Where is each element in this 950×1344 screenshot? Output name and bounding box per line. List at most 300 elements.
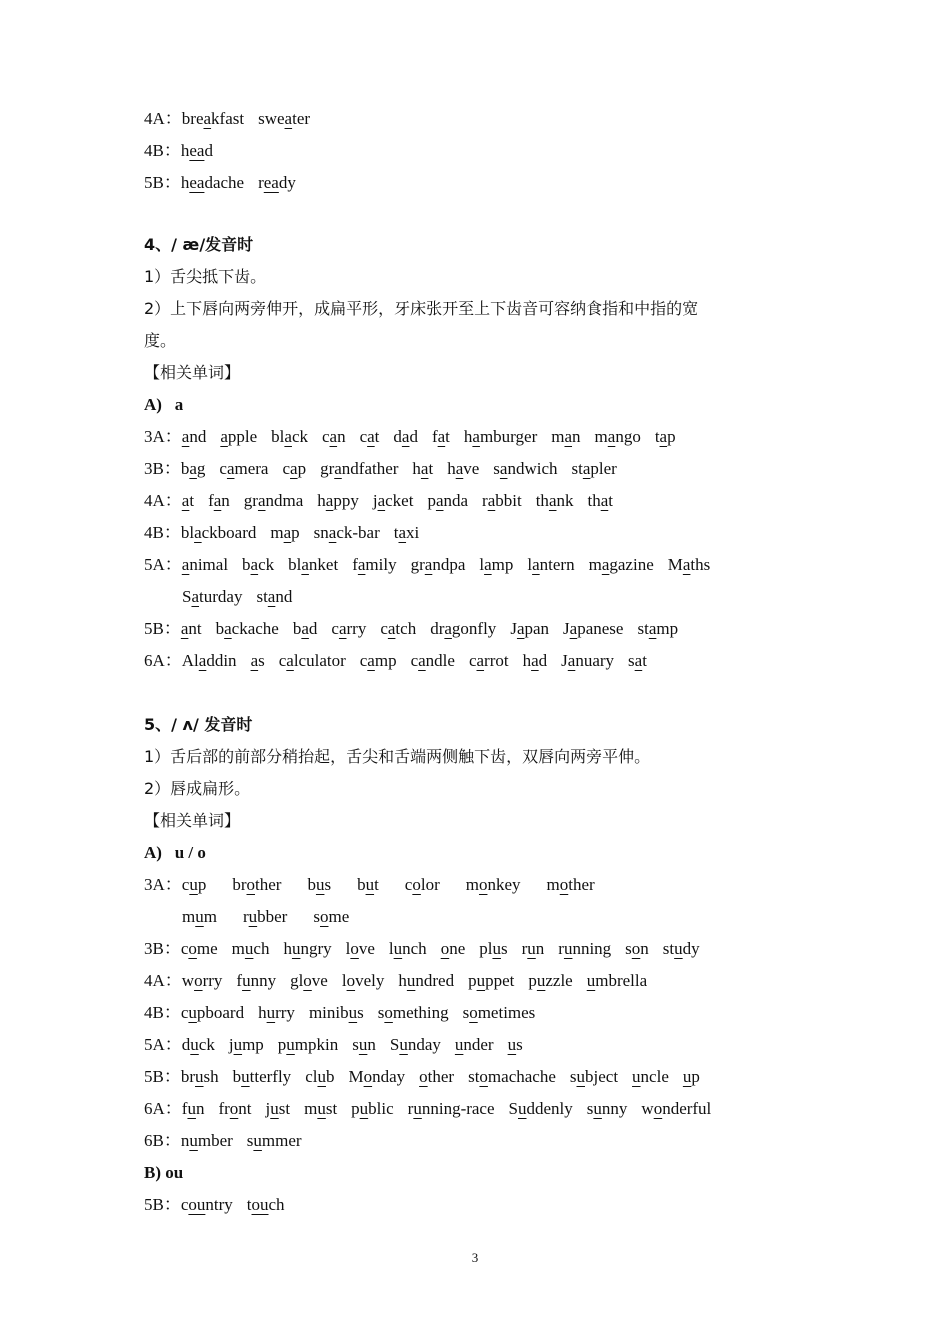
example-word: Japan [510, 619, 550, 638]
highlighted-letter: ou [188, 1195, 206, 1214]
example-word: club [305, 1067, 335, 1086]
example-word: apple [220, 427, 258, 446]
word-line [144, 1129, 302, 1153]
section-4-point-2-cont: 度。 [144, 331, 177, 350]
example-word: grandma [243, 491, 304, 510]
highlighted-letter: a [484, 555, 492, 574]
highlighted-letter: a [367, 427, 375, 446]
example-word: animal [181, 555, 229, 574]
word-line [144, 649, 647, 673]
highlighted-letter: a [424, 555, 433, 574]
grade-label: 5B： [144, 1195, 181, 1214]
highlighted-letter: a [338, 619, 347, 638]
example-word: breakfast [181, 109, 245, 128]
example-word: Japanese [563, 619, 624, 638]
example-word: cup [181, 875, 207, 894]
highlighted-letter: u [187, 1099, 196, 1118]
highlighted-letter: o [631, 939, 641, 958]
highlighted-letter: u [476, 971, 486, 990]
word-line [144, 489, 613, 513]
example-word: running [558, 939, 612, 958]
example-word: love [345, 939, 375, 958]
example-word: lamp [479, 555, 514, 574]
example-word: fan [208, 491, 230, 510]
highlighted-letter: ea [189, 141, 205, 160]
example-word: rabbit [482, 491, 522, 510]
example-word: some [313, 907, 350, 926]
highlighted-letter: u [586, 971, 596, 990]
section-4-point-2: 2）上下唇向两旁伸开，成扁平形，牙床张开至上下齿音可容纳食指和中指的宽 [144, 299, 699, 318]
example-word: ready [258, 173, 296, 192]
example-word: other [419, 1067, 455, 1086]
highlighted-letter: u [406, 971, 416, 990]
highlighted-letter: a [499, 459, 508, 478]
example-word: carry [331, 619, 367, 638]
highlighted-letter: u [507, 1035, 517, 1054]
example-word: Monday [348, 1067, 406, 1086]
word-line [144, 425, 676, 449]
example-word: black [271, 427, 308, 446]
highlighted-letter: u [233, 1035, 243, 1054]
highlighted-letter: u [248, 907, 258, 926]
example-word: panda [427, 491, 469, 510]
example-word: us [507, 1035, 523, 1054]
example-word: ant [180, 619, 202, 638]
highlighted-letter: a [226, 459, 235, 478]
example-word: jacket [372, 491, 414, 510]
highlighted-letter: a [250, 555, 259, 574]
example-word: blanket [288, 555, 339, 574]
highlighted-letter: a [648, 619, 657, 638]
highlighted-letter: o [479, 1067, 488, 1086]
example-word: grandfather [320, 459, 399, 478]
word-line [144, 1193, 285, 1217]
highlighted-letter: a [198, 651, 207, 670]
example-word: must [304, 1099, 338, 1118]
example-word: funny [236, 971, 277, 990]
highlighted-letter: a [203, 109, 212, 128]
example-word: head [180, 141, 213, 160]
example-word: stomachache [468, 1067, 556, 1086]
example-word: but [357, 875, 379, 894]
highlighted-letter: ea [263, 173, 279, 192]
highlighted-letter: a [284, 427, 292, 446]
highlighted-letter: u [315, 875, 325, 894]
highlighted-letter: o [384, 1003, 393, 1022]
highlighted-letter: u [536, 971, 546, 990]
example-word: sometimes [462, 1003, 536, 1022]
highlighted-letter: u [359, 1099, 369, 1118]
example-word: sun [352, 1035, 376, 1054]
highlighted-letter: o [478, 875, 488, 894]
example-word: Saturday [182, 587, 243, 606]
highlighted-letter: a [334, 459, 342, 478]
example-word: map [270, 523, 300, 542]
grade-label: 3A： [144, 875, 182, 894]
highlighted-letter: a [472, 427, 480, 446]
highlighted-letter: u [189, 1131, 198, 1150]
section-5-point-1: 1）舌后部的前部分稍抬起，舌尖和舌端两侧触下齿，双唇向两旁平伸。 [144, 747, 651, 766]
highlighted-letter: o [350, 939, 359, 958]
highlighted-letter: a [301, 619, 309, 638]
example-word: color [404, 875, 440, 894]
highlighted-letter: u [527, 939, 536, 958]
highlighted-letter: u [253, 1131, 262, 1150]
highlighted-letter: u [266, 1003, 276, 1022]
example-word: camera [219, 459, 269, 478]
highlighted-letter: o [559, 875, 569, 894]
highlighted-letter: o [194, 971, 203, 990]
word-line [144, 1033, 523, 1057]
example-word: taxi [393, 523, 420, 542]
grade-label: 5A： [144, 1035, 182, 1054]
example-word: minibus [308, 1003, 364, 1022]
highlighted-letter: a [267, 587, 276, 606]
highlighted-letter: a [564, 427, 573, 446]
example-word: bag [180, 459, 206, 478]
grade-label: 3B： [144, 459, 181, 478]
highlighted-letter: o [346, 971, 356, 990]
highlighted-letter: a [250, 651, 259, 670]
highlighted-letter: a [531, 651, 539, 670]
highlighted-letter: a [435, 491, 444, 510]
example-word: magazine [588, 555, 654, 574]
grade-label: 3A： [144, 427, 182, 446]
example-word: Sunday [389, 1035, 441, 1054]
example-word: one [440, 939, 466, 958]
highlighted-letter: a [283, 523, 292, 542]
example-word: subject [569, 1067, 619, 1086]
example-word: public [351, 1099, 394, 1118]
highlighted-letter: a [487, 491, 496, 510]
grade-label: 6A： [144, 1099, 182, 1118]
example-word: under [454, 1035, 494, 1054]
highlighted-letter: a [401, 427, 410, 446]
highlighted-letter: a [532, 555, 540, 574]
highlighted-letter: u [518, 1099, 527, 1118]
example-word: cupboard [180, 1003, 245, 1022]
example-word: lovely [341, 971, 385, 990]
example-word: carrot [468, 651, 509, 670]
highlighted-letter: u [317, 1067, 326, 1086]
example-word: tap [654, 427, 676, 446]
word-line [144, 107, 310, 131]
example-word: calculator [278, 651, 346, 670]
example-word: uncle [632, 1067, 669, 1086]
example-word: catch [380, 619, 417, 638]
highlighted-letter: o [419, 1067, 428, 1086]
example-word: cat [359, 427, 380, 446]
highlighted-letter: a [213, 491, 222, 510]
example-word: hat [412, 459, 434, 478]
highlighted-letter: u [241, 1067, 250, 1086]
example-word: January [561, 651, 615, 670]
highlighted-letter: a [567, 651, 576, 670]
highlighted-letter: a [659, 427, 668, 446]
page-number: 3 [471, 1250, 479, 1265]
highlighted-letter: a [600, 491, 609, 510]
word-line [144, 139, 213, 163]
example-word: much [231, 939, 270, 958]
highlighted-letter: u [242, 971, 251, 990]
highlighted-letter: u [286, 1035, 295, 1054]
example-word: Aladdin [181, 651, 237, 670]
highlighted-letter: a [516, 619, 525, 638]
example-word: stapler [571, 459, 617, 478]
grade-label: 5A： [144, 555, 182, 574]
highlighted-letter: u [317, 1099, 326, 1118]
example-word: mother [546, 875, 595, 894]
example-word: hurry [258, 1003, 295, 1022]
highlighted-letter: o [319, 907, 329, 926]
highlighted-letter: u [632, 1067, 641, 1086]
example-word: hamburger [463, 427, 538, 446]
highlighted-letter: a [548, 491, 557, 510]
highlighted-letter: a [191, 587, 200, 606]
highlighted-letter: a [418, 651, 426, 670]
grade-label: 4A： [144, 491, 182, 510]
grade-label: 4B： [144, 523, 181, 542]
highlighted-letter: a [290, 459, 298, 478]
example-word: wonderful [641, 1099, 712, 1118]
highlighted-letter: o [246, 875, 255, 894]
example-word: touch [246, 1195, 285, 1214]
example-word: at [181, 491, 195, 510]
example-word: plus [479, 939, 508, 958]
example-word: and [181, 427, 207, 446]
highlighted-letter: a [181, 491, 190, 510]
example-word: hundred [398, 971, 455, 990]
example-word: grandpa [410, 555, 466, 574]
example-word: up [682, 1067, 700, 1086]
highlighted-letter: u [348, 1003, 358, 1022]
example-word: monkey [465, 875, 521, 894]
highlighted-letter: a [357, 555, 366, 574]
word-line [144, 1001, 535, 1025]
highlighted-letter: a [180, 619, 189, 638]
example-word: fun [181, 1099, 205, 1118]
example-word: stand [256, 587, 293, 606]
grade-label: 5B： [144, 619, 181, 638]
word-line [144, 521, 419, 545]
highlighted-letter: a [286, 651, 294, 670]
section-4-sub-a: A) a [144, 395, 184, 414]
grade-label: 5B： [144, 1067, 181, 1086]
example-word: brush [180, 1067, 219, 1086]
example-word: fat [431, 427, 450, 446]
highlighted-letter: a [634, 651, 643, 670]
example-word: mango [594, 427, 641, 446]
highlighted-letter: a [329, 427, 338, 446]
example-word: thank [535, 491, 574, 510]
example-word: can [321, 427, 346, 446]
example-word: something [377, 1003, 449, 1022]
example-word: just [265, 1099, 291, 1118]
example-word: rubber [242, 907, 288, 926]
highlighted-letter: ou [251, 1195, 269, 1214]
highlighted-letter: a [367, 651, 375, 670]
example-word: duck [181, 1035, 215, 1054]
highlighted-letter: u [454, 1035, 464, 1054]
example-word: camp [359, 651, 397, 670]
highlighted-letter: u [270, 1099, 279, 1118]
example-word: puzzle [528, 971, 573, 990]
example-word: glove [290, 971, 328, 990]
highlighted-letter: a [420, 459, 429, 478]
word-line [144, 553, 710, 577]
highlighted-letter: ea [189, 173, 205, 192]
section-5-heading: 5、/ ʌ/ 发音时 [144, 715, 253, 734]
highlighted-letter: a [601, 555, 610, 574]
highlighted-letter: a [257, 491, 266, 510]
highlighted-letter: a [284, 109, 293, 128]
grade-label: 4A： [144, 971, 182, 990]
section-4-heading: 4、/ æ/发音时 [144, 235, 254, 254]
example-word: man [551, 427, 581, 446]
example-word: that [587, 491, 613, 510]
highlighted-letter: a [437, 427, 446, 446]
example-word: jump [228, 1035, 264, 1054]
grade-label: 4B： [144, 141, 181, 160]
highlighted-letter: a [325, 491, 334, 510]
example-word: snack-bar [313, 523, 380, 542]
highlighted-letter: a [582, 459, 591, 478]
highlighted-letter: u [399, 1035, 408, 1054]
highlighted-letter: o [412, 875, 421, 894]
word-line [144, 969, 647, 993]
highlighted-letter: u [358, 1035, 368, 1054]
grade-label: 4B： [144, 1003, 181, 1022]
example-word: sandwich [493, 459, 558, 478]
highlighted-letter: o [229, 1099, 239, 1118]
highlighted-letter: a [387, 619, 396, 638]
highlighted-letter: a [476, 651, 485, 670]
example-word: Maths [667, 555, 711, 574]
example-word: butterfly [232, 1067, 292, 1086]
highlighted-letter: a [220, 427, 228, 446]
highlighted-letter: a [194, 523, 202, 542]
word-line [144, 873, 595, 897]
highlighted-letter: a [682, 555, 691, 574]
highlighted-letter: o [303, 971, 312, 990]
highlighted-letter: u [393, 939, 403, 958]
highlighted-letter: u [576, 1067, 585, 1086]
highlighted-letter: u [188, 1003, 197, 1022]
word-line [182, 585, 292, 609]
highlighted-letter: a [377, 491, 386, 510]
grade-label: 5B： [144, 173, 181, 192]
example-word: summer [246, 1131, 302, 1150]
example-word: umbrella [586, 971, 648, 990]
grade-label: 6B： [144, 1131, 181, 1150]
word-line [144, 171, 296, 195]
example-word: family [352, 555, 397, 574]
highlighted-letter: u [563, 939, 573, 958]
example-word: blackboard [180, 523, 257, 542]
example-word: country [180, 1195, 233, 1214]
highlighted-letter: u [291, 939, 301, 958]
word-line [182, 905, 349, 929]
highlighted-letter: a [455, 459, 464, 478]
word-line [144, 1097, 711, 1121]
highlighted-letter: a [328, 523, 337, 542]
highlighted-letter: a [569, 619, 578, 638]
example-word: lantern [527, 555, 575, 574]
highlighted-letter: o [469, 1003, 478, 1022]
word-line [144, 457, 617, 481]
highlighted-letter: a [607, 427, 616, 446]
example-word: Suddenly [508, 1099, 573, 1118]
highlighted-letter: u [244, 939, 254, 958]
section-4-point-1: 1）舌尖抵下齿。 [144, 267, 267, 286]
example-word: happy [317, 491, 359, 510]
highlighted-letter: u [190, 1035, 199, 1054]
example-word: come [180, 939, 218, 958]
example-word: bus [307, 875, 332, 894]
example-word: as [250, 651, 265, 670]
example-word: dragonfly [430, 619, 497, 638]
example-word: had [522, 651, 548, 670]
example-word: bad [292, 619, 318, 638]
highlighted-letter: u [492, 939, 501, 958]
example-word: son [625, 939, 649, 958]
highlighted-letter: o [363, 1067, 373, 1086]
grade-label: 3B： [144, 939, 181, 958]
highlighted-letter: u [365, 875, 375, 894]
example-word: have [447, 459, 480, 478]
grade-label: 6A： [144, 651, 182, 670]
example-word: worry [181, 971, 223, 990]
highlighted-letter: a [301, 555, 309, 574]
example-word: run [521, 939, 545, 958]
highlighted-letter: a [224, 619, 232, 638]
highlighted-letter: u [674, 939, 683, 958]
section-5-related-label: 【相关单词】 [144, 811, 241, 830]
example-word: running-race [407, 1099, 495, 1118]
example-word: sat [628, 651, 647, 670]
example-word: front [218, 1099, 252, 1118]
example-word: number [180, 1131, 233, 1150]
word-line [144, 617, 678, 641]
example-word: sunny [586, 1099, 628, 1118]
example-word: backache [215, 619, 279, 638]
section-5-point-2: 2）唇成扁形。 [144, 779, 251, 798]
example-word: headache [180, 173, 245, 192]
highlighted-letter: u [682, 1067, 692, 1086]
example-word: study [662, 939, 700, 958]
example-word: stamp [637, 619, 679, 638]
highlighted-letter: o [188, 939, 197, 958]
example-word: sweater [258, 109, 311, 128]
section-4-related-label: 【相关单词】 [144, 363, 241, 382]
example-word: puppet [468, 971, 515, 990]
example-word: dad [393, 427, 418, 446]
highlighted-letter: u [189, 875, 198, 894]
example-word: pumpkin [277, 1035, 339, 1054]
section-5-sub-b: B) ou [144, 1163, 184, 1182]
section-5-sub-a: A) u / o [144, 843, 206, 862]
example-word: hungry [283, 939, 332, 958]
grade-label: 4A： [144, 109, 182, 128]
example-word: cap [282, 459, 307, 478]
highlighted-letter: u [195, 907, 204, 926]
highlighted-letter: u [413, 1099, 422, 1118]
highlighted-letter: a [398, 523, 407, 542]
example-word: brother [232, 875, 282, 894]
example-word: mum [182, 907, 217, 926]
highlighted-letter: a [189, 459, 197, 478]
word-line [144, 1065, 700, 1089]
